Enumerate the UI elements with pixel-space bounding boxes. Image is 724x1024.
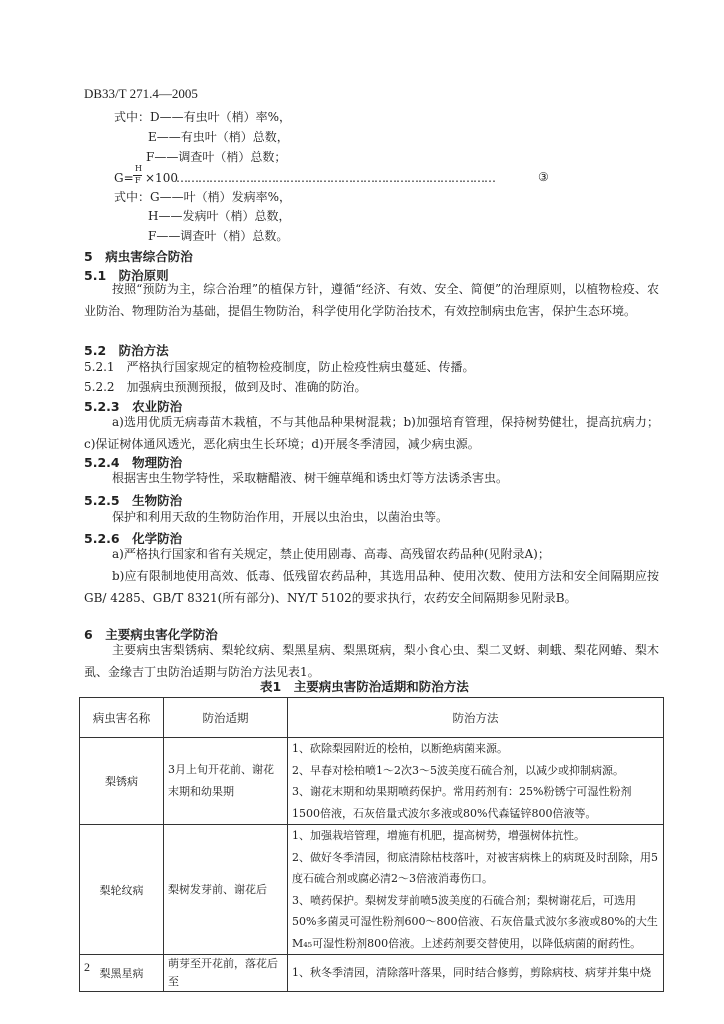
control-period: 3月上旬开花前、谢花末期和幼果期 (164, 738, 288, 825)
clause: 5.2.1 严格执行国家规定的植物检疫制度，防止检疫性病虫蔓延、传播。 (84, 360, 475, 374)
paragraph: 根据害虫生物学特性，采取糖醋液、树干缠草绳和诱虫灯等方法诱杀害虫。 (112, 471, 509, 485)
section-heading: 5.2.6 化学防治 (84, 531, 183, 546)
section-heading: 5.2.5 生物防治 (84, 493, 183, 508)
section-heading: 6 主要病虫害化学防治 (84, 627, 218, 642)
paragraph: a)严格执行国家和省有关规定，禁止使用剧毒、高毒、高残留农药品种(见附录A)； (112, 547, 550, 561)
control-table (79, 697, 664, 992)
method-item: 1、加强栽培管理，增施有机肥，提高树势，增强树体抗性。 (292, 829, 585, 842)
header-cell: 病虫害名称 (80, 698, 164, 738)
method-item: 2、做好冬季清园，彻底清除枯枝落叶，对被害病株上的病斑及时刮除，用5度石硫合剂或腐必清2～3倍液消毒伤口。 (292, 850, 658, 885)
section-heading: 5.1 防治原则 (84, 268, 169, 283)
formula-lhs: G= (114, 171, 134, 185)
paragraph: a)选用优质无病毒苗木栽植，不与其他品种果树混栽；b)加强培育管理，保持树势健壮，提高抗病力；c)保证树体通风透光，恶化病虫生长环境；d)开展冬季清园，减少病虫源。 (84, 415, 660, 451)
method-item: 1、砍除梨园附近的桧柏，以断绝病菌来源。 (292, 742, 508, 755)
control-methods (288, 738, 664, 825)
section-heading: 5.2.3 农业防治 (84, 399, 183, 414)
control-methods (288, 955, 664, 992)
formula-denominator: F (135, 176, 141, 185)
formula-line: 式中：D——有虫叶（梢）率%， (114, 110, 292, 124)
method-item: 2、早春对桧柏喷1～2次3～5波美度石硫合剂，以减少或抑制病源。 (292, 763, 624, 777)
paragraph: 按照“预防为主，综合治理”的植保方针，遵循“经济、有效、安全、简便”的治理原则，以植物检疫、农业防治、物理防治为基础，提倡生物防治，科学使用化学防治技术，有效控制病虫危害，保护生态环境。 (84, 282, 659, 318)
pest-name: 梨黑星病 (80, 955, 164, 992)
table-header-row (80, 698, 664, 738)
method-item: 1、秋冬季清园，清除落叶落果，同时结合修剪，剪除病枝、病芽并集中烧 (292, 966, 651, 979)
table-row (80, 738, 664, 825)
header-cell: 防治适期 (164, 698, 288, 738)
formula-line: H——发病叶（梢）总数， (148, 209, 291, 223)
page-number: 2 (84, 960, 90, 974)
table-caption: 表1 主要病虫害防治适期和防治方法 (260, 679, 469, 694)
pest-name: 梨锈病 (80, 738, 164, 825)
paragraph: b)应有限制地使用高效、低毒、低残留农药品种，其选用品种、使用次数、使用方法和安全间隔期应按GB/ 4285、GB/T 8321(所有部分)、NY/T 5102的要求执行，农药安全间隔期参见附录B。 (84, 569, 659, 605)
method-item: 3、喷药保护。梨树发芽前喷5波美度的石硫合剂；梨树谢花后，可选用50%多菌灵可湿性粉剂600～800倍液、石灰倍量式波尔多液或80%的大生M₄₅可湿性粉剂800倍液。上述药剂要交替使用，以降低病菌的耐药性。 (292, 893, 658, 950)
formula-dots: …………………………………………………………………………… (176, 171, 495, 185)
formula-line: F——调查叶（梢）总数； (146, 150, 287, 164)
document-header: DB33/T 271.4—2005 (84, 86, 198, 101)
formula-numerator: H (135, 164, 142, 173)
formula-line: E——有虫叶（梢）总数， (148, 130, 289, 144)
paragraph: 主要病虫害梨锈病、梨轮纹病、梨黑星病、梨黑斑病，梨小食心虫、梨二叉蚜、刺蛾、梨花网蝽、梨木虱、金缘吉丁虫防治适期与防治方法见表1。 (84, 643, 659, 679)
paragraph: 保护和利用天敌的生物防治作用，开展以虫治虫，以菌治虫等。 (112, 510, 449, 524)
clause: 5.2.2 加强病虫预测预报，做到及时、准确的防治。 (84, 380, 367, 394)
table-row (80, 825, 664, 955)
control-period: 萌芽至开花前，落花后至 (164, 955, 288, 992)
header-cell: 防治方法 (288, 698, 664, 738)
formula-number: ③ (538, 170, 549, 184)
formula-line: F——调查叶（梢）总数。 (148, 229, 289, 243)
method-item: 3、谢花末期和幼果期喷药保护。常用药剂有：25%粉锈宁可湿性粉剂1500倍液，石灰倍量式波尔多液或80%代森锰锌800倍液等。 (292, 785, 632, 820)
formula-line: 式中：G——叶（梢）发病率%， (114, 190, 291, 204)
control-methods (288, 825, 664, 955)
control-period: 梨树发芽前、谢花后 (164, 825, 288, 955)
table-row (80, 955, 664, 992)
section-heading: 5.2.4 物理防治 (84, 455, 183, 470)
section-heading: 5 病虫害综合防治 (84, 249, 193, 264)
pest-name: 梨轮纹病 (80, 825, 164, 955)
section-heading: 5.2 防治方法 (84, 343, 169, 358)
formula-tail: ×100 (145, 171, 178, 185)
